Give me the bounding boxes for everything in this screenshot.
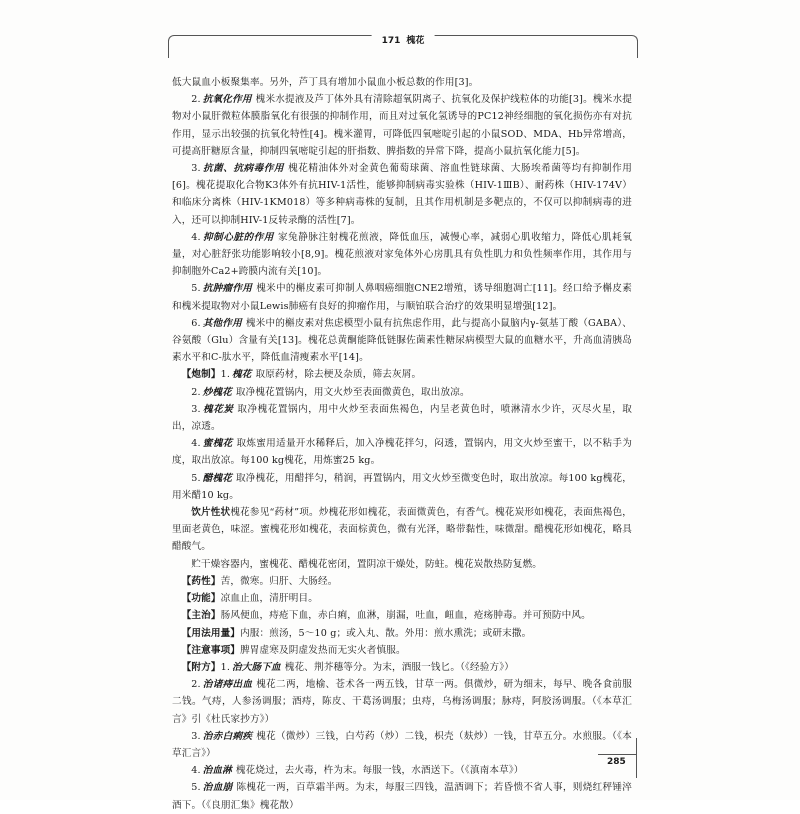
paragraph-text: 低大鼠血小板聚集率。另外，芦丁具有增加小鼠血小板总数的作用[3]。 <box>172 77 479 88</box>
paragraph-text: 槐米中的槲皮素对焦虑模型小鼠有抗焦虑作用，此与提高小鼠脑内γ-氨基丁酸（GABA）、谷氨酸（Glu）含量有关[13]。槐花总黄酮能降低链脲佐菌素性糖尿病模型大鼠的血糖水平，升高血清胰岛素水平和C-肽水平，降低血清瘦素水平[14]。 <box>172 317 633 364</box>
item-number: 6. <box>191 317 201 329</box>
item-label: 其他作用 <box>202 317 242 329</box>
item-number: 4. <box>191 231 201 243</box>
item-number: 3. <box>191 403 201 415</box>
footer-rule-horizontal <box>598 754 636 755</box>
paragraph-text: 取炼蜜用适量开水稀释后，加入净槐花拌匀，闷透，置锅内，用文火炒至蜜干，以不粘手为度，取出放凉。每100 kg槐花，用炼蜜25 kg。 <box>172 438 633 467</box>
section-heading: 【药性】 <box>181 575 221 587</box>
paragraph <box>172 625 632 642</box>
paragraph <box>172 607 632 624</box>
item-number: 4. <box>191 438 201 450</box>
paragraph <box>172 280 632 314</box>
body-text <box>172 74 632 814</box>
paragraph <box>172 779 632 813</box>
footer-page-number: 285 <box>607 757 626 767</box>
paragraph <box>172 160 632 229</box>
item-number: 2. <box>191 386 201 398</box>
item-number: 5. <box>191 283 201 295</box>
item-label: 抗菌、抗病毒作用 <box>202 163 285 175</box>
item-label: 醋槐花 <box>202 472 233 484</box>
paragraph-text: 槐花、荆芥穗等分。为末，酒服一钱匕。（《经验方》） <box>284 661 514 673</box>
paragraph-text: 陈槐花一两，百草霜半两。为末，每服三四钱，温酒调下；若昏愦不省人事，则烧红秤锤淬酒下。（《良朋汇集》槐花散） <box>172 782 633 811</box>
paragraph <box>172 366 632 383</box>
paragraph-text: 槐花参见“药材”项。炒槐花形如槐花，表面微黄色，有香气。槐花炭形如槐花，表面焦褐色，里面老黄色，味涩。蜜槐花形如槐花，表面棕黄色，微有光泽，略带黏性，味微甜。醋槐花形如槐花，略具醋酸气。 <box>172 507 632 553</box>
paragraph <box>172 74 632 91</box>
header-page-number: 171 <box>381 36 401 46</box>
item-number: 5. <box>191 472 201 484</box>
item-label: 抗肿瘤作用 <box>202 283 253 295</box>
paragraph <box>172 91 632 160</box>
item-number: 2. <box>191 94 201 106</box>
item-label: 治血淋 <box>202 765 232 777</box>
item-label: 蜜槐花 <box>202 438 233 450</box>
paragraph-text: 肠风便血，痔疮下血，赤白痢，血淋，崩漏，吐血，衄血，疮疡肿毒。并可预防中风。 <box>220 610 591 622</box>
item-label: 治赤白痢疾 <box>202 730 253 742</box>
footer-rule-vertical <box>636 738 637 778</box>
paragraph-text: 取净槐花置锅内，用中火炒至表面焦褐色，内呈老黄色时，喷淋清水少许，灭尽火星，取出，凉透。 <box>172 403 632 433</box>
header-title: 槐花 <box>406 36 425 46</box>
paragraph <box>172 659 632 676</box>
paragraph-text: 槐花精油体外对金黄色葡萄球菌、溶血性链球菌、大肠埃希菌等均有抑制作用[6]。槐花提取化合物K3体外有抗HIV-1活性，能够抑制病毒实验株（HIV-1ⅢB）、耐药株（HIV-174V）和临床分离株（HIV-1KM018）等多种病毒株的复制，且其作用机制是多靶点的，不仅可以抑制病毒的进入，还可以抑制HIV-1反转录酶的活性[7]。 <box>172 163 632 226</box>
paragraph <box>172 435 632 469</box>
paragraph-text: 槐花（微炒）三钱，白芍药（炒）二钱，枳壳（麸炒）一钱，甘草五分。水煎服。（《本草汇言》） <box>172 730 633 759</box>
item-number: 3. <box>191 730 201 742</box>
item-number: 2. <box>191 679 201 691</box>
paragraph-text: 取净槐花置锅内，用文火炒至表面微黄色，取出放凉。 <box>235 386 470 398</box>
paragraph-text: 取原药材，除去梗及杂质，筛去灰屑。 <box>255 369 422 381</box>
paragraph-text: 贮干燥容器内，蜜槐花、醋槐花密闭，置阴凉干燥处，防蛀。槐花炭散热防复燃。 <box>191 558 542 570</box>
paragraph <box>172 315 632 367</box>
item-label: 抑制心脏的作用 <box>202 231 274 243</box>
paragraph-text: 槐米水提液及芦丁体外具有清除超氧阴离子、抗氧化及保护线粒体的功能[3]。槐米水提物对小鼠肝微粒体膜脂氧化有很强的抑制作用，而且对过氧化氢诱导的PC12神经细胞的氧化损伤亦有对抗作用，显示出较强的抗氧化特性[4]。槐米灌胃，可降低四氧嘧啶引起的小鼠SOD、MDA、Hb异常增高，可提高肝糖原含量，抑制四氧嘧啶引起的肝指数、脾指数的异常下降，提高小鼠抗氧化能力[5]。 <box>172 94 633 157</box>
section-heading: 【用法用量】 <box>181 627 241 639</box>
paragraph <box>172 401 632 435</box>
item-label: 槐花 <box>232 369 252 381</box>
item-label: 治诸痔出血 <box>202 679 253 691</box>
item-label: 炒槐花 <box>202 386 232 398</box>
paragraph-text: 苦，微寒。归肝、大肠经。 <box>220 575 338 587</box>
paragraph <box>172 642 632 659</box>
paragraph-text: 脾胃虚寒及阴虚发热而无实火者慎服。 <box>240 644 406 656</box>
item-number: 4. <box>191 765 201 777</box>
paragraph-text: 家兔静脉注射槐花煎液，降低血压，减慢心率，减弱心肌收缩力，降低心肌耗氧量，对心脏舒张功能影响较小[8,9]。槐花煎液对家兔体外心房肌具有负性肌力和负性频率作用，其作用与抑制胞外Ca2+跨膜内流有关[10]。 <box>172 231 632 278</box>
paragraph-text: 槐花烧过，去火毒，杵为末。每服一钱，水酒送下。（《滇南本草》） <box>235 765 524 777</box>
paragraph <box>172 590 632 607</box>
paragraph <box>172 470 632 504</box>
paragraph <box>172 504 632 556</box>
paragraph-text: 槐花二两，地榆、苍术各一两五钱，甘草一两。俱微炒，研为细末，每早、晚各食前服二钱。气痔，人参汤调服；酒痔，陈皮、干葛汤调服；虫痔，乌梅汤调服；脉痔，阿胶汤调服。（《本草汇言》引《杜氏家抄方》） <box>172 679 632 725</box>
item-number: 3. <box>191 163 201 175</box>
paragraph <box>172 728 632 762</box>
item-label: 抗氧化作用 <box>202 94 252 106</box>
paragraph-text: 内服：煎汤，5～10 g；或入丸、散。外用：煎水熏洗；或研末撒。 <box>240 627 532 639</box>
section-heading: 【附方】 <box>181 661 221 673</box>
paragraph <box>172 229 632 281</box>
paragraph-text: 凉血止血，清肝明目。 <box>220 593 319 605</box>
item-label: 槐花炭 <box>202 403 234 415</box>
paragraph <box>172 384 632 401</box>
section-heading: 【炮制】 <box>181 369 221 381</box>
paragraph <box>172 556 632 573</box>
paragraph-text: 取净槐花，用醋拌匀，稍润，再置锅内，用文火炒至微变色时，取出放凉。每100 kg槐花，用米醋10 kg。 <box>172 472 633 501</box>
section-heading: 【功能】 <box>181 593 221 605</box>
item-number: 1. <box>220 369 231 381</box>
section-heading: 【主治】 <box>181 610 221 622</box>
item-label: 治大肠下血 <box>232 661 281 673</box>
paragraph <box>172 762 632 779</box>
paragraph-text: 槐米中的槲皮素可抑制人鼻咽癌细胞CNE2增殖，诱导细胞凋亡[11]。经口给予槲皮素和槐米提取物对小鼠Lewis肺癌有良好的抑瘤作用，与顺铂联合治疗的效果明显增强[12]。 <box>172 283 633 312</box>
item-number: 5. <box>191 782 201 794</box>
running-header-tab <box>372 34 435 48</box>
item-label: 治血崩 <box>202 782 233 794</box>
section-heading: 【注意事项】 <box>181 644 241 656</box>
running-header <box>168 35 638 58</box>
item-number: 1. <box>220 661 231 673</box>
paragraph <box>172 676 632 728</box>
paragraph <box>172 573 632 590</box>
section-heading: 饮片性状 <box>191 507 231 519</box>
